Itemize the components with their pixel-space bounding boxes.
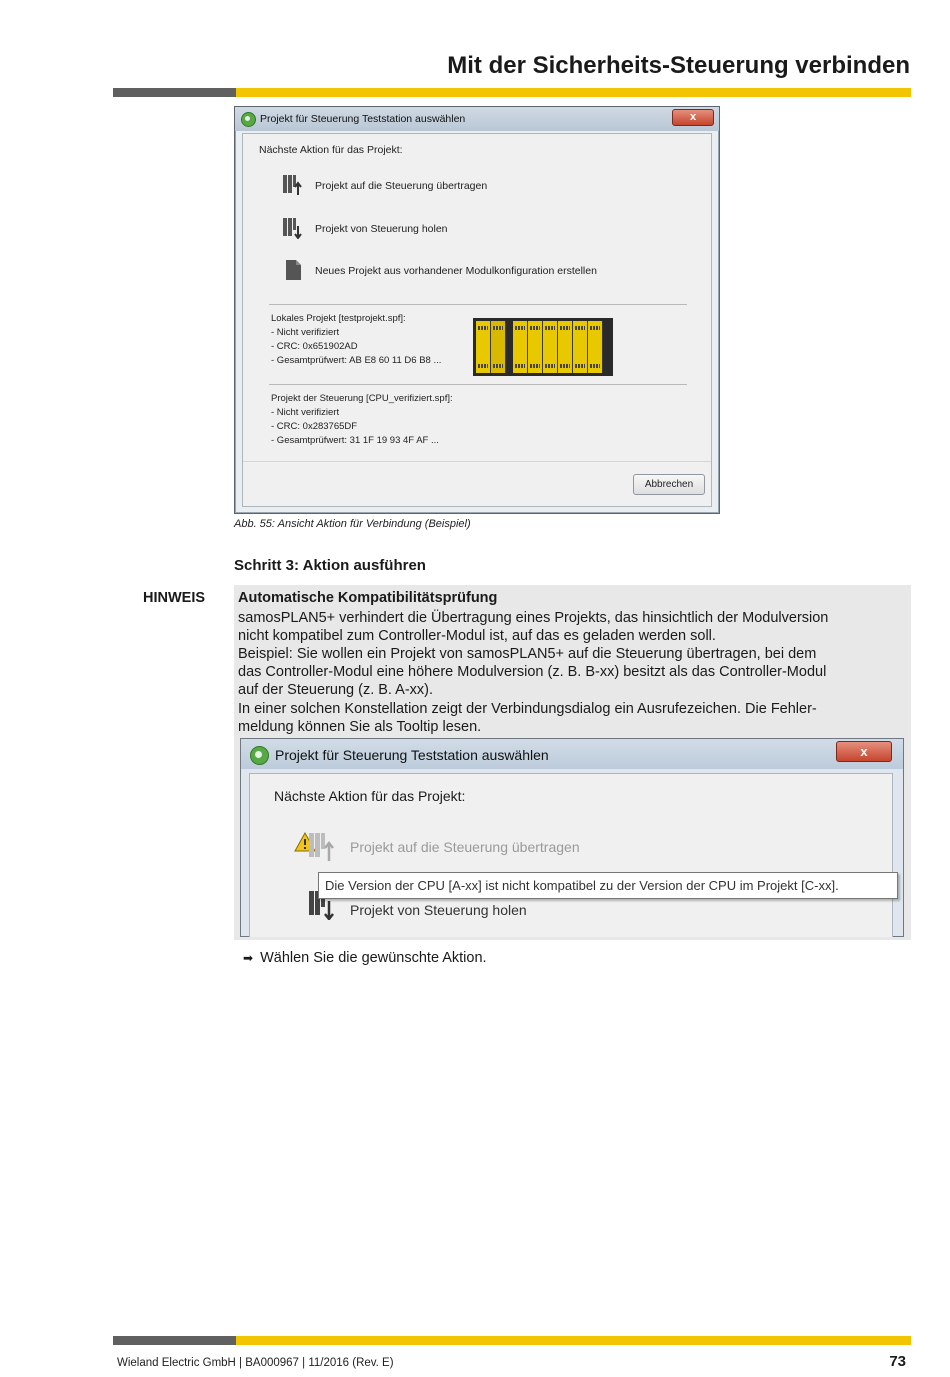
module bbox=[543, 321, 558, 373]
cancel-button[interactable]: Abbrechen bbox=[633, 474, 705, 495]
action-new-project[interactable] bbox=[283, 259, 683, 283]
local-project-line: - CRC: 0x651902AD bbox=[271, 341, 358, 352]
module bbox=[476, 321, 491, 373]
dialog-titlebar bbox=[235, 107, 719, 131]
header-rule-yellow bbox=[236, 88, 911, 97]
module bbox=[513, 321, 528, 373]
note-title: Automatische Kompatibilitätsprüfung bbox=[238, 590, 498, 606]
figure-caption: Abb. 55: Ansicht Aktion für Verbindung (Beispiel) bbox=[234, 518, 471, 530]
local-project-heading: Lokales Projekt [testprojekt.spf]: bbox=[271, 313, 406, 324]
action-transfer-to-controller[interactable] bbox=[294, 832, 854, 862]
separator bbox=[269, 384, 687, 385]
incompatible-dialog bbox=[240, 738, 904, 937]
local-project-line: - Gesamtprüfwert: AB E8 60 11 D6 B8 ... bbox=[271, 355, 442, 366]
close-button[interactable]: x bbox=[672, 109, 714, 126]
dialog-prompt: Nächste Aktion für das Projekt: bbox=[274, 788, 466, 804]
footer-rule-gray bbox=[113, 1336, 236, 1345]
controller-project-line: - CRC: 0x283765DF bbox=[271, 421, 358, 432]
local-project-line: - Nicht verifiziert bbox=[271, 327, 340, 338]
dialog-body bbox=[249, 773, 893, 937]
upload-icon bbox=[283, 174, 303, 196]
controller-module bbox=[491, 321, 506, 373]
note-line: samosPLAN5+ verhindert die Übertragung eines Projekts, das hinsichtlich der Modulversion bbox=[238, 610, 829, 626]
module-configuration-image bbox=[473, 318, 613, 376]
header-rule-gray bbox=[113, 88, 236, 97]
module bbox=[528, 321, 543, 373]
note-line: auf der Steuerung (z. B. A-xx). bbox=[238, 682, 434, 698]
footer-rule-yellow bbox=[236, 1336, 911, 1345]
module bbox=[573, 321, 588, 373]
close-button[interactable]: x bbox=[836, 741, 892, 762]
note-line: nicht kompatibel zum Controller-Modul ist, auf das es geladen werden soll. bbox=[238, 628, 716, 644]
note-line: meldung können Sie als Tooltip lesen. bbox=[238, 719, 482, 735]
footer-text: Wieland Electric GmbH | BA000967 | 11/2016 (Rev. E) bbox=[117, 1357, 394, 1369]
local-project-info bbox=[271, 312, 441, 368]
separator bbox=[269, 304, 687, 305]
module bbox=[588, 321, 603, 373]
action-label: Projekt von Steuerung holen bbox=[315, 223, 448, 235]
document-icon bbox=[285, 259, 305, 281]
note-line: In einer solchen Konstellation zeigt der Verbindungsdialog ein Ausrufezeichen. Die Fehler- bbox=[238, 701, 817, 717]
samos-app-icon bbox=[250, 746, 269, 765]
action-label: Projekt von Steuerung holen bbox=[350, 902, 527, 918]
controller-project-line: - Gesamtprüfwert: 31 1F 19 93 4F AF ... bbox=[271, 435, 439, 446]
action-label: Neues Projekt aus vorhandener Modulkonfiguration erstellen bbox=[315, 265, 597, 277]
controller-project-line: - Nicht verifiziert bbox=[271, 407, 340, 418]
samos-app-icon bbox=[241, 112, 256, 127]
arrow-right-icon: ➡ bbox=[243, 951, 254, 965]
action-transfer-to-controller[interactable] bbox=[283, 174, 663, 198]
module bbox=[558, 321, 573, 373]
action-dialog bbox=[234, 106, 720, 514]
upload-icon bbox=[308, 832, 336, 862]
error-tooltip: Die Version der CPU [A-xx] ist nicht kompatibel zu der Version der CPU im Projekt [C-xx]. bbox=[318, 872, 898, 899]
controller-project-heading: Projekt der Steuerung [CPU_verifiziert.spf]: bbox=[271, 393, 453, 404]
page-title: Mit der Sicherheits-Steuerung verbinden bbox=[447, 52, 910, 79]
dialog-title: Projekt für Steuerung Teststation auswählen bbox=[260, 113, 466, 125]
separator bbox=[243, 461, 711, 462]
instruction-text: Wählen Sie die gewünschte Aktion. bbox=[260, 950, 487, 966]
page-number: 73 bbox=[889, 1353, 906, 1370]
dialog-titlebar bbox=[241, 739, 903, 769]
note-label: HINWEIS bbox=[143, 590, 206, 606]
dialog-prompt: Nächste Aktion für das Projekt: bbox=[259, 144, 403, 156]
note-line: das Controller-Modul eine höhere Modulversion (z. B. B-xx) besitzt als das Controller-Modul bbox=[238, 664, 827, 680]
note-box bbox=[234, 585, 911, 940]
action-fetch-from-controller[interactable] bbox=[283, 217, 663, 241]
download-icon bbox=[283, 217, 303, 239]
dialog-body bbox=[242, 133, 712, 507]
step-heading: Schritt 3: Aktion ausführen bbox=[234, 557, 426, 574]
action-label: Projekt auf die Steuerung übertragen bbox=[315, 180, 488, 192]
dialog-title: Projekt für Steuerung Teststation auswählen bbox=[275, 747, 549, 763]
instruction bbox=[243, 950, 487, 966]
controller-project-info bbox=[271, 392, 453, 448]
action-label-disabled: Projekt auf die Steuerung übertragen bbox=[350, 839, 580, 855]
note-line: Beispiel: Sie wollen ein Projekt von samosPLAN5+ auf die Steuerung übertragen, bei dem bbox=[238, 646, 817, 662]
